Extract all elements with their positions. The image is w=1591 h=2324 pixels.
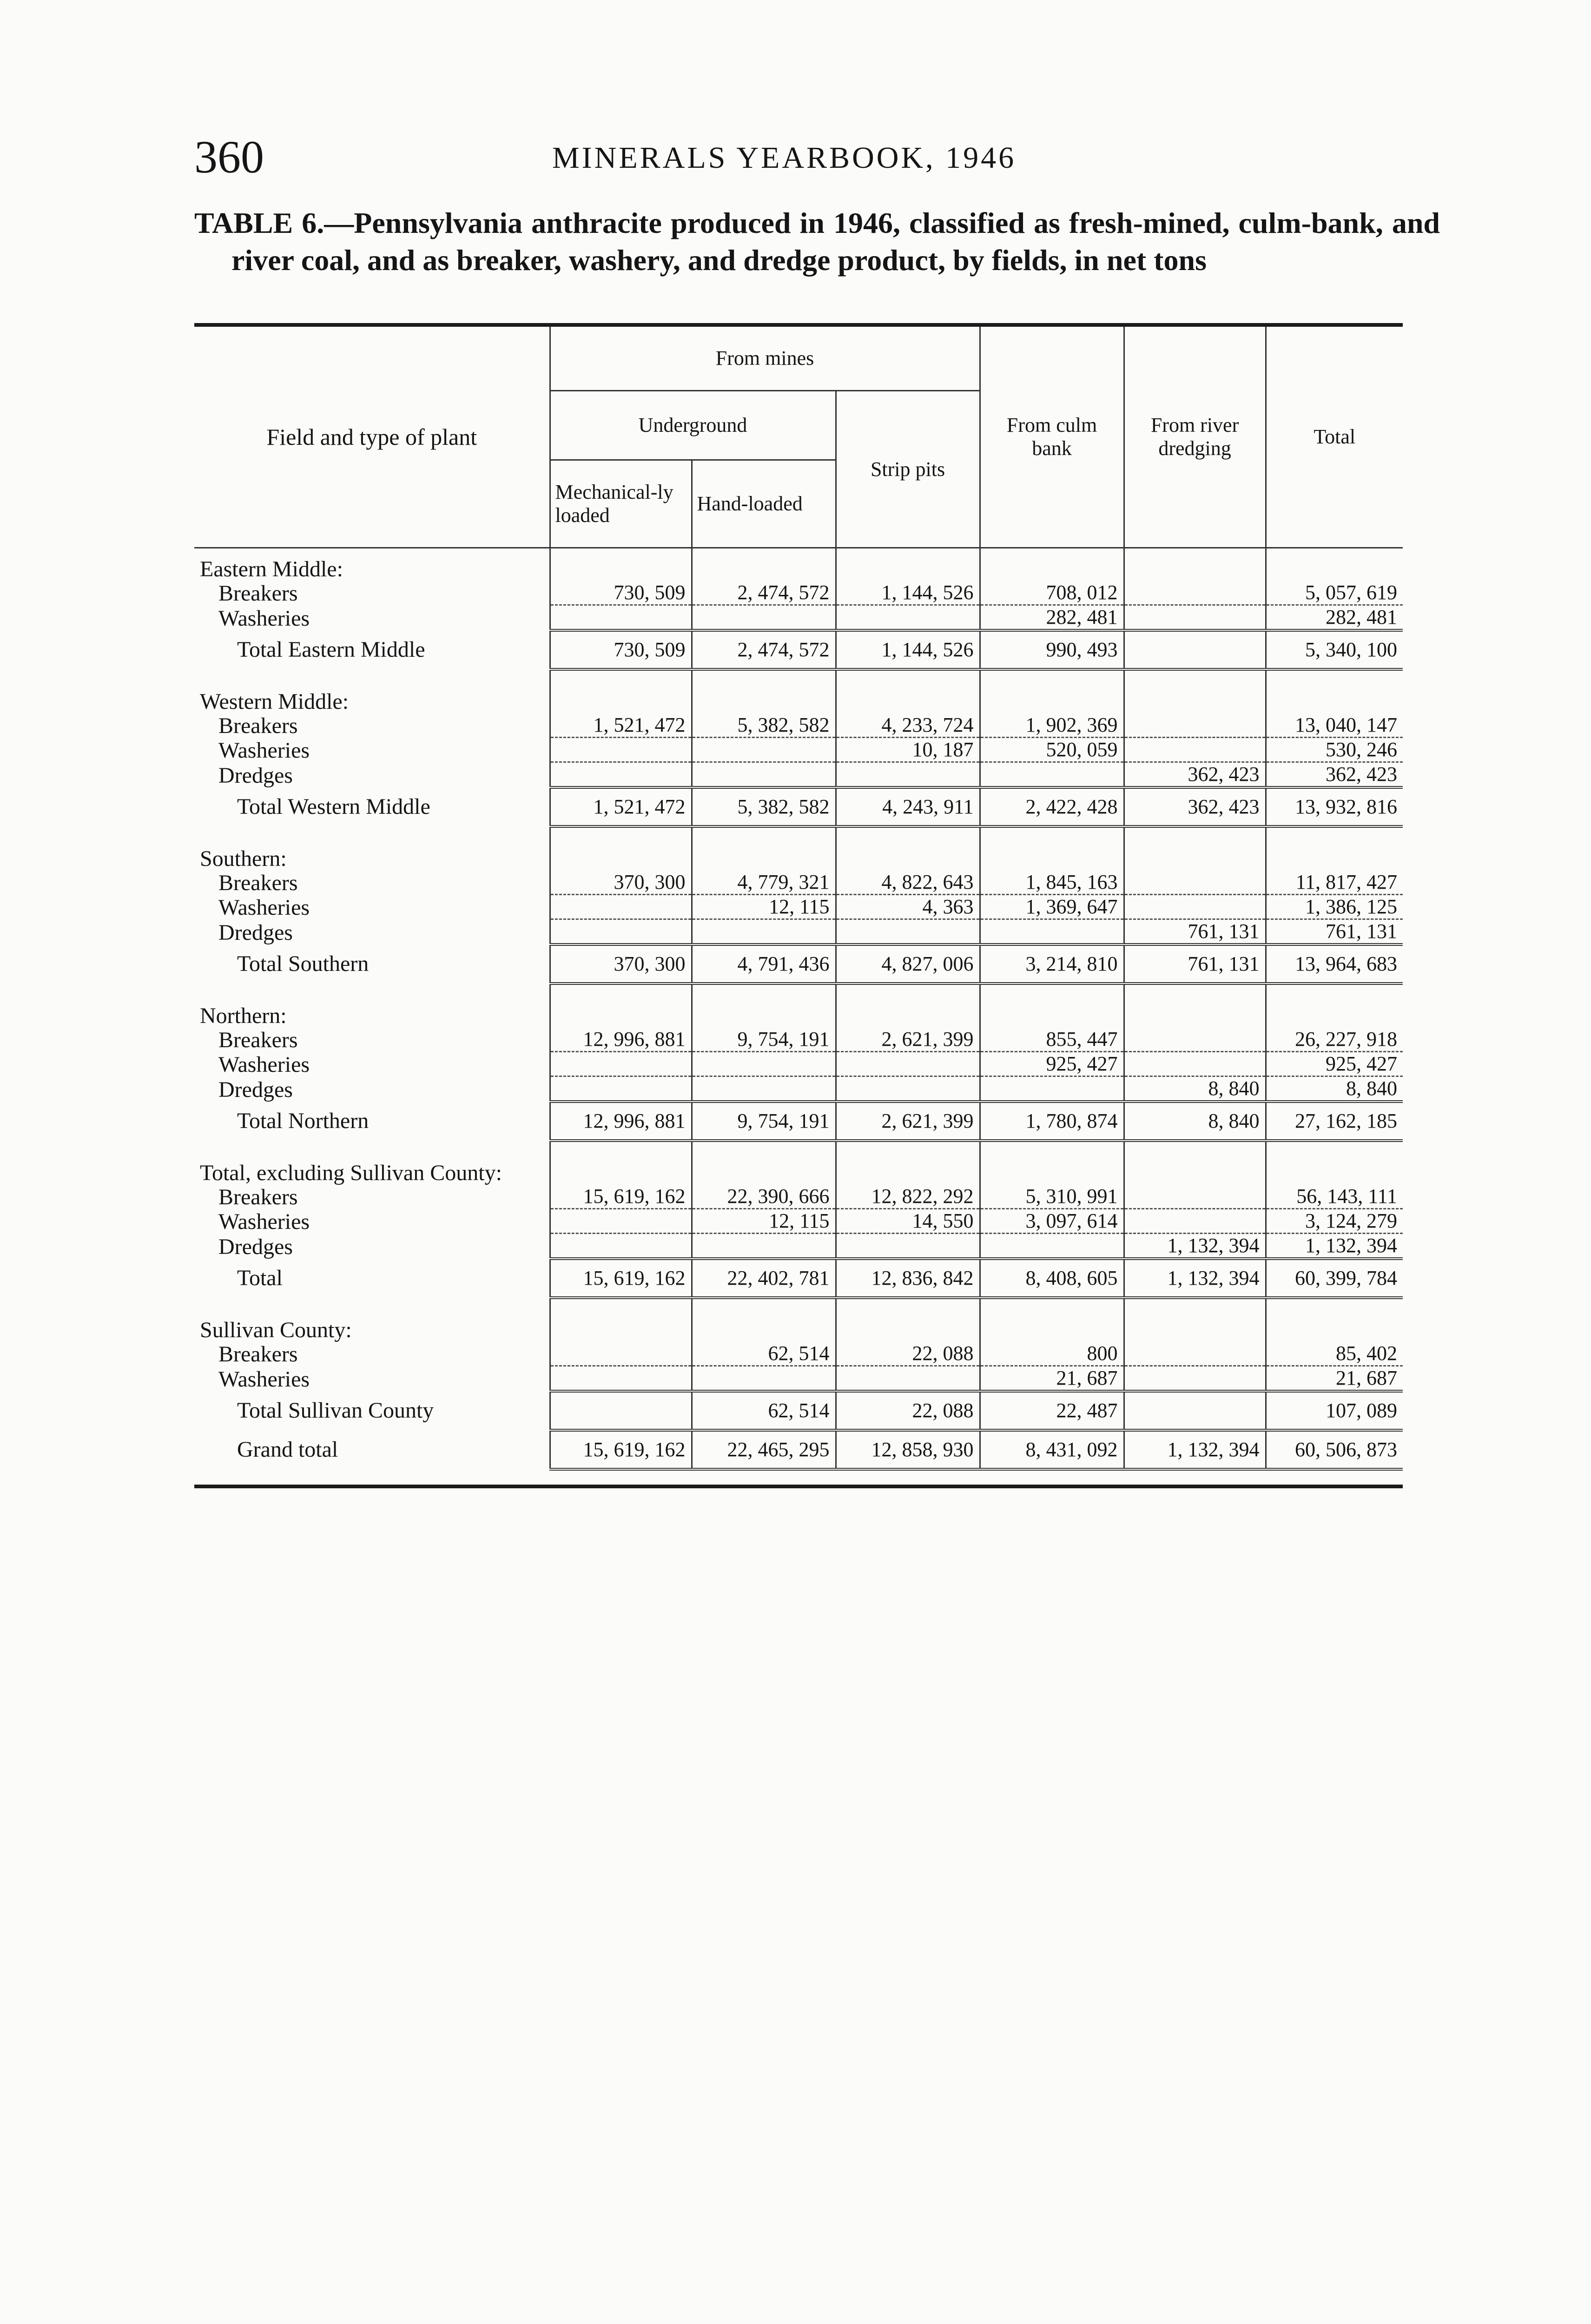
cell-hand	[692, 838, 836, 871]
cell-river	[1124, 1209, 1266, 1234]
cell-culm: 3, 097, 614	[980, 1209, 1124, 1234]
spacer-cell	[980, 984, 1124, 995]
spacer-cell	[1266, 1298, 1403, 1309]
cell-mech	[550, 681, 692, 713]
cell-mech	[550, 895, 692, 919]
spacer-cell	[1124, 1298, 1266, 1309]
cell-strip: 1, 144, 526	[836, 630, 980, 669]
cell-hand	[692, 995, 836, 1028]
table-row	[194, 1185, 1403, 1209]
cell-strip: 4, 827, 006	[836, 944, 980, 984]
spacer-cell	[1266, 984, 1403, 995]
cell-hand	[692, 605, 836, 631]
cell-strip: 12, 822, 292	[836, 1185, 980, 1209]
cell-river	[1124, 681, 1266, 713]
cell-mech: 15, 619, 162	[550, 1430, 692, 1469]
cell-culm	[980, 762, 1124, 788]
cell-hand: 4, 779, 321	[692, 871, 836, 895]
cell-culm: 1, 780, 874	[980, 1102, 1124, 1141]
cell-strip: 10, 187	[836, 738, 980, 762]
table-header	[194, 327, 1403, 548]
spacer-cell	[836, 1141, 980, 1152]
cell-culm	[980, 681, 1124, 713]
cell-culm: 3, 214, 810	[980, 944, 1124, 984]
cell-culm: 990, 493	[980, 630, 1124, 669]
cell-river	[1124, 738, 1266, 762]
total-row	[194, 1259, 1403, 1298]
row-label: Northern:	[194, 995, 550, 1028]
spacer-row	[194, 1141, 1403, 1152]
cell-river: 761, 131	[1124, 944, 1266, 984]
row-label: Washeries	[194, 738, 550, 762]
spacer-cell	[550, 1298, 692, 1309]
cell-total	[1266, 995, 1403, 1028]
row-label: Eastern Middle:	[194, 548, 550, 581]
cell-mech: 730, 509	[550, 630, 692, 669]
cell-culm	[980, 838, 1124, 871]
cell-total: 13, 040, 147	[1266, 713, 1403, 738]
anthracite-table	[194, 323, 1403, 1488]
cell-strip: 4, 243, 911	[836, 787, 980, 826]
row-label: Washeries	[194, 1052, 550, 1076]
cell-strip	[836, 1309, 980, 1342]
cell-total: 21, 687	[1266, 1366, 1403, 1392]
cell-mech	[550, 1391, 692, 1430]
group-row	[194, 1152, 1403, 1185]
cell-culm: 2, 422, 428	[980, 787, 1124, 826]
cell-total: 761, 131	[1266, 919, 1403, 945]
cell-river	[1124, 581, 1266, 605]
total-row	[194, 1102, 1403, 1141]
cell-hand	[692, 681, 836, 713]
cell-hand: 22, 390, 666	[692, 1185, 836, 1209]
table-row	[194, 1366, 1403, 1392]
cell-total: 925, 427	[1266, 1052, 1403, 1076]
cell-strip: 12, 858, 930	[836, 1430, 980, 1469]
cell-river: 8, 840	[1124, 1102, 1266, 1141]
running-head	[194, 130, 1403, 186]
spacer-cell	[980, 669, 1124, 681]
table-bottom-rule	[194, 1485, 1403, 1488]
cell-strip: 12, 836, 842	[836, 1259, 980, 1298]
spacer-cell	[836, 669, 980, 681]
cell-hand	[692, 1366, 836, 1392]
cell-total: 530, 246	[1266, 738, 1403, 762]
page-number: 360	[194, 131, 264, 183]
spacer-cell	[1266, 826, 1403, 838]
cell-culm	[980, 1152, 1124, 1185]
header-culm: From culm bank	[980, 327, 1124, 548]
cell-river: 1, 132, 394	[1124, 1234, 1266, 1259]
table-row	[194, 871, 1403, 895]
table-row	[194, 895, 1403, 919]
row-label: Washeries	[194, 605, 550, 631]
spacer-cell	[980, 826, 1124, 838]
cell-hand: 62, 514	[692, 1391, 836, 1430]
cell-strip	[836, 995, 980, 1028]
data-table	[194, 327, 1403, 1471]
cell-mech	[550, 1234, 692, 1259]
spacer-cell	[692, 1141, 836, 1152]
cell-river	[1124, 1028, 1266, 1052]
cell-mech	[550, 1309, 692, 1342]
row-label: Total Northern	[194, 1102, 550, 1141]
spacer-cell	[194, 669, 550, 681]
spacer-cell	[550, 826, 692, 838]
spacer-cell	[692, 826, 836, 838]
cell-culm	[980, 1234, 1124, 1259]
row-label: Total Western Middle	[194, 787, 550, 826]
book-title: MINERALS YEARBOOK, 1946	[552, 141, 1017, 175]
row-label: Dredges	[194, 1076, 550, 1102]
row-label: Washeries	[194, 895, 550, 919]
cell-hand	[692, 1152, 836, 1185]
spacer-cell	[1124, 1141, 1266, 1152]
row-label: Grand total	[194, 1430, 550, 1469]
spacer-cell	[550, 669, 692, 681]
cell-hand	[692, 738, 836, 762]
spacer-row	[194, 826, 1403, 838]
spacer-cell	[1124, 669, 1266, 681]
cell-hand: 5, 382, 582	[692, 787, 836, 826]
spacer-cell	[1124, 826, 1266, 838]
cell-hand: 4, 791, 436	[692, 944, 836, 984]
total-row	[194, 1391, 1403, 1430]
cell-total: 282, 481	[1266, 605, 1403, 631]
cell-hand	[692, 1076, 836, 1102]
cell-culm: 5, 310, 991	[980, 1185, 1124, 1209]
table-row	[194, 1028, 1403, 1052]
spacer-row	[194, 984, 1403, 995]
group-row	[194, 548, 1403, 581]
spacer-cell	[692, 1298, 836, 1309]
cell-mech	[550, 548, 692, 581]
cell-total: 5, 057, 619	[1266, 581, 1403, 605]
table-row	[194, 762, 1403, 788]
cell-mech: 1, 521, 472	[550, 787, 692, 826]
table-caption: TABLE 6.—Pennsylvania anthracite produced in 1946, classified as fresh-mined, culm-bank, and river coal, and as breaker, washery, and dredge product, by fields, in net tons	[194, 206, 1440, 277]
table-row	[194, 919, 1403, 945]
cell-total: 107, 089	[1266, 1391, 1403, 1430]
cell-river: 362, 423	[1124, 787, 1266, 826]
cell-mech: 370, 300	[550, 871, 692, 895]
table-top-rule	[194, 323, 1403, 327]
cell-culm: 800	[980, 1342, 1124, 1366]
row-label: Breakers	[194, 581, 550, 605]
cell-strip	[836, 1234, 980, 1259]
table-row	[194, 1342, 1403, 1366]
cell-river	[1124, 1309, 1266, 1342]
spacer-cell	[1266, 669, 1403, 681]
cell-strip	[836, 605, 980, 631]
row-label: Breakers	[194, 1342, 550, 1366]
cell-hand: 5, 382, 582	[692, 713, 836, 738]
cell-strip	[836, 1076, 980, 1102]
cell-river	[1124, 605, 1266, 631]
table-row	[194, 1076, 1403, 1102]
cell-total: 13, 932, 816	[1266, 787, 1403, 826]
cell-strip: 22, 088	[836, 1342, 980, 1366]
cell-mech	[550, 1152, 692, 1185]
cell-river	[1124, 1052, 1266, 1076]
cell-culm: 1, 845, 163	[980, 871, 1124, 895]
cell-strip: 2, 621, 399	[836, 1102, 980, 1141]
total-row	[194, 630, 1403, 669]
spacer-cell	[836, 1298, 980, 1309]
cell-total: 1, 132, 394	[1266, 1234, 1403, 1259]
cell-mech	[550, 1209, 692, 1234]
cell-culm	[980, 548, 1124, 581]
cell-mech	[550, 1076, 692, 1102]
cell-culm	[980, 1309, 1124, 1342]
cell-culm: 8, 408, 605	[980, 1259, 1124, 1298]
spacer-cell	[980, 1298, 1124, 1309]
spacer-row	[194, 669, 1403, 681]
cell-mech: 730, 509	[550, 581, 692, 605]
cell-mech	[550, 762, 692, 788]
cell-mech	[550, 1342, 692, 1366]
row-label: Dredges	[194, 762, 550, 788]
row-label: Total Sullivan County	[194, 1391, 550, 1430]
cell-river: 1, 132, 394	[1124, 1430, 1266, 1469]
cell-strip: 2, 621, 399	[836, 1028, 980, 1052]
cell-river	[1124, 630, 1266, 669]
spacer-row	[194, 1298, 1403, 1309]
cell-strip: 22, 088	[836, 1391, 980, 1430]
header-hand: Hand-loaded	[692, 460, 836, 548]
table-body	[194, 548, 1403, 1470]
cell-culm: 1, 902, 369	[980, 713, 1124, 738]
cell-mech: 15, 619, 162	[550, 1185, 692, 1209]
row-label: Washeries	[194, 1366, 550, 1392]
cell-strip	[836, 548, 980, 581]
cell-strip	[836, 762, 980, 788]
cell-culm	[980, 1076, 1124, 1102]
cell-hand: 62, 514	[692, 1342, 836, 1366]
group-row	[194, 838, 1403, 871]
cell-culm: 708, 012	[980, 581, 1124, 605]
cell-culm: 520, 059	[980, 738, 1124, 762]
group-row	[194, 681, 1403, 713]
cell-hand	[692, 1052, 836, 1076]
cell-river: 1, 132, 394	[1124, 1259, 1266, 1298]
spacer-cell	[550, 984, 692, 995]
cell-river	[1124, 548, 1266, 581]
cell-mech: 15, 619, 162	[550, 1259, 692, 1298]
cell-total: 60, 399, 784	[1266, 1259, 1403, 1298]
cell-total: 3, 124, 279	[1266, 1209, 1403, 1234]
cell-total: 56, 143, 111	[1266, 1185, 1403, 1209]
total-row	[194, 944, 1403, 984]
cell-mech: 370, 300	[550, 944, 692, 984]
row-label: Southern:	[194, 838, 550, 871]
cell-culm: 925, 427	[980, 1052, 1124, 1076]
cell-hand	[692, 919, 836, 945]
cell-strip: 1, 144, 526	[836, 581, 980, 605]
spacer-cell	[194, 1298, 550, 1309]
cell-mech: 12, 996, 881	[550, 1028, 692, 1052]
header-field: Field and type of plant	[194, 327, 550, 548]
cell-hand: 12, 115	[692, 895, 836, 919]
cell-total: 27, 162, 185	[1266, 1102, 1403, 1141]
row-label: Breakers	[194, 1028, 550, 1052]
header-total: Total	[1266, 327, 1403, 548]
row-label: Breakers	[194, 871, 550, 895]
cell-strip: 4, 363	[836, 895, 980, 919]
cell-river: 8, 840	[1124, 1076, 1266, 1102]
group-row	[194, 995, 1403, 1028]
cell-hand: 12, 115	[692, 1209, 836, 1234]
cell-hand: 22, 465, 295	[692, 1430, 836, 1469]
spacer-cell	[692, 984, 836, 995]
cell-river	[1124, 871, 1266, 895]
cell-hand: 9, 754, 191	[692, 1028, 836, 1052]
row-label: Breakers	[194, 713, 550, 738]
row-label: Breakers	[194, 1185, 550, 1209]
cell-mech: 1, 521, 472	[550, 713, 692, 738]
spacer-cell	[194, 1141, 550, 1152]
cell-culm	[980, 919, 1124, 945]
cell-strip	[836, 919, 980, 945]
cell-culm: 8, 431, 092	[980, 1430, 1124, 1469]
cell-hand	[692, 548, 836, 581]
cell-total: 13, 964, 683	[1266, 944, 1403, 984]
cell-river	[1124, 1185, 1266, 1209]
cell-hand	[692, 1309, 836, 1342]
cell-total: 26, 227, 918	[1266, 1028, 1403, 1052]
spacer-cell	[1124, 984, 1266, 995]
cell-hand: 9, 754, 191	[692, 1102, 836, 1141]
cell-mech: 12, 996, 881	[550, 1102, 692, 1141]
cell-culm: 22, 487	[980, 1391, 1124, 1430]
row-label: Total, excluding Sullivan County:	[194, 1152, 550, 1185]
group-row	[194, 1309, 1403, 1342]
cell-mech	[550, 738, 692, 762]
row-label: Total Southern	[194, 944, 550, 984]
cell-total: 362, 423	[1266, 762, 1403, 788]
table-row	[194, 1052, 1403, 1076]
cell-hand	[692, 1234, 836, 1259]
cell-total: 8, 840	[1266, 1076, 1403, 1102]
cell-river	[1124, 838, 1266, 871]
header-river: From river dredging	[1124, 327, 1266, 548]
header-from-mines: From mines	[550, 327, 980, 391]
cell-river	[1124, 713, 1266, 738]
cell-culm: 855, 447	[980, 1028, 1124, 1052]
cell-total	[1266, 548, 1403, 581]
cell-river	[1124, 1391, 1266, 1430]
cell-culm: 1, 369, 647	[980, 895, 1124, 919]
cell-total	[1266, 1152, 1403, 1185]
header-mechanical: Mechanical-ly loaded	[550, 460, 692, 548]
table-row	[194, 1209, 1403, 1234]
cell-total: 5, 340, 100	[1266, 630, 1403, 669]
cell-mech	[550, 605, 692, 631]
cell-mech	[550, 1366, 692, 1392]
table-row	[194, 581, 1403, 605]
cell-hand	[692, 762, 836, 788]
table-row	[194, 1234, 1403, 1259]
header-strip-pits: Strip pits	[836, 391, 980, 548]
cell-strip	[836, 1152, 980, 1185]
cell-total	[1266, 838, 1403, 871]
spacer-cell	[692, 669, 836, 681]
row-label: Washeries	[194, 1209, 550, 1234]
cell-culm: 21, 687	[980, 1366, 1124, 1392]
cell-mech	[550, 1052, 692, 1076]
cell-strip: 14, 550	[836, 1209, 980, 1234]
spacer-cell	[194, 984, 550, 995]
cell-river	[1124, 895, 1266, 919]
cell-total: 85, 402	[1266, 1342, 1403, 1366]
cell-hand: 2, 474, 572	[692, 630, 836, 669]
spacer-cell	[836, 984, 980, 995]
cell-strip	[836, 1366, 980, 1392]
cell-hand: 22, 402, 781	[692, 1259, 836, 1298]
cell-strip: 4, 822, 643	[836, 871, 980, 895]
spacer-cell	[980, 1141, 1124, 1152]
cell-strip: 4, 233, 724	[836, 713, 980, 738]
cell-strip	[836, 681, 980, 713]
total-row	[194, 1430, 1403, 1469]
cell-total: 60, 506, 873	[1266, 1430, 1403, 1469]
cell-hand: 2, 474, 572	[692, 581, 836, 605]
row-label: Total Eastern Middle	[194, 630, 550, 669]
table-row	[194, 605, 1403, 631]
row-label: Sullivan County:	[194, 1309, 550, 1342]
spacer-cell	[836, 826, 980, 838]
spacer-cell	[1266, 1141, 1403, 1152]
cell-strip	[836, 838, 980, 871]
table-row	[194, 738, 1403, 762]
cell-strip	[836, 1052, 980, 1076]
row-label: Western Middle:	[194, 681, 550, 713]
spacer-cell	[194, 826, 550, 838]
cell-culm	[980, 995, 1124, 1028]
cell-total: 11, 817, 427	[1266, 871, 1403, 895]
row-label: Dredges	[194, 1234, 550, 1259]
cell-total	[1266, 1309, 1403, 1342]
row-label: Dredges	[194, 919, 550, 945]
cell-river	[1124, 1366, 1266, 1392]
spacer-cell	[550, 1141, 692, 1152]
cell-mech	[550, 919, 692, 945]
cell-mech	[550, 838, 692, 871]
cell-river	[1124, 995, 1266, 1028]
row-label: Total	[194, 1259, 550, 1298]
cell-culm: 282, 481	[980, 605, 1124, 631]
header-underground: Underground	[550, 391, 836, 460]
cell-river: 761, 131	[1124, 919, 1266, 945]
total-row	[194, 787, 1403, 826]
cell-total	[1266, 681, 1403, 713]
cell-river: 362, 423	[1124, 762, 1266, 788]
cell-river	[1124, 1342, 1266, 1366]
cell-total: 1, 386, 125	[1266, 895, 1403, 919]
cell-river	[1124, 1152, 1266, 1185]
cell-mech	[550, 995, 692, 1028]
table-row	[194, 713, 1403, 738]
